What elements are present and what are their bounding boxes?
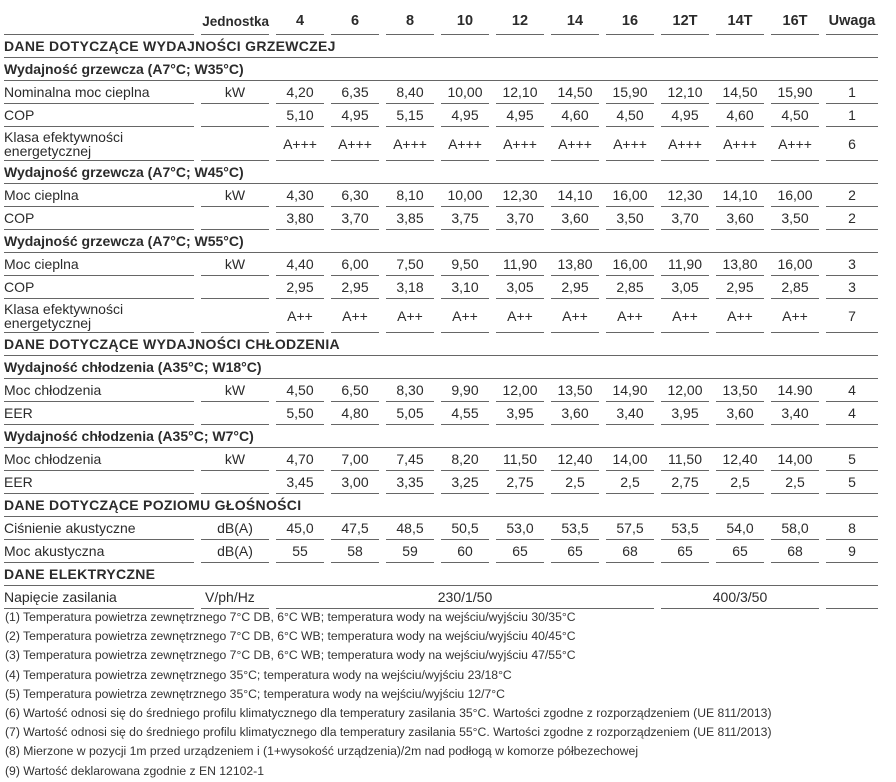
value-cell: 2,5 xyxy=(551,471,599,494)
unit-header: Jednostka xyxy=(201,8,269,35)
value-cell: 11,50 xyxy=(496,448,544,471)
value-cell: 12,30 xyxy=(661,184,709,207)
value-cell: 3,85 xyxy=(386,207,434,230)
value-cell: 4,50 xyxy=(771,104,819,127)
value-cell: A++ xyxy=(661,299,709,333)
note-cell: 4 xyxy=(826,379,878,402)
value-cell: 3,05 xyxy=(661,276,709,299)
note-cell: 1 xyxy=(826,81,878,104)
note-cell: 2 xyxy=(826,184,878,207)
model-header: 12T xyxy=(661,8,709,35)
footnote: (1) Temperatura powietrza zewnętrznego 7°C DB, 6°C WB; temperatura wody na wejściu/wyjściu 30/35°C xyxy=(5,610,576,624)
note-cell: 8 xyxy=(826,517,878,540)
value-cell: 4,55 xyxy=(441,402,489,425)
table-row xyxy=(4,276,878,299)
value-cell: 3,18 xyxy=(386,276,434,299)
row-label: COP xyxy=(4,207,194,230)
model-header: 14 xyxy=(551,8,599,35)
note-header: Uwaga xyxy=(826,8,878,35)
group-header-title: Wydajność chłodzenia (A35°C; W7°C) xyxy=(4,425,878,448)
table-row xyxy=(4,448,878,471)
value-cell: 3,40 xyxy=(606,402,654,425)
model-header: 12 xyxy=(496,8,544,35)
note-cell: 7 xyxy=(826,299,878,333)
three-phase-value: 400/3/50 xyxy=(661,586,819,609)
value-cell: 3,40 xyxy=(771,402,819,425)
note-cell: 1 xyxy=(826,104,878,127)
value-cell: 2,95 xyxy=(331,276,379,299)
value-cell: 8,30 xyxy=(386,379,434,402)
value-cell: A+++ xyxy=(771,127,819,161)
value-cell: 3,60 xyxy=(716,207,764,230)
model-header: 16 xyxy=(606,8,654,35)
value-cell: 2,85 xyxy=(771,276,819,299)
value-cell: 11,90 xyxy=(661,253,709,276)
value-cell: 3,45 xyxy=(276,471,324,494)
value-cell: 12,40 xyxy=(551,448,599,471)
value-cell: 3,10 xyxy=(441,276,489,299)
value-cell: 3,70 xyxy=(661,207,709,230)
note-cell: 3 xyxy=(826,253,878,276)
value-cell: A+++ xyxy=(551,127,599,161)
value-cell: A++ xyxy=(331,299,379,333)
table-row xyxy=(4,207,878,230)
value-cell: 13,50 xyxy=(551,379,599,402)
value-cell: 4,95 xyxy=(441,104,489,127)
value-cell: 4,40 xyxy=(276,253,324,276)
value-cell: 12,40 xyxy=(716,448,764,471)
row-unit: dB(A) xyxy=(201,517,269,540)
row-unit: kW xyxy=(201,81,269,104)
group-header xyxy=(4,58,878,81)
value-cell: 45,0 xyxy=(276,517,324,540)
row-unit: dB(A) xyxy=(201,540,269,563)
value-cell: 10,00 xyxy=(441,184,489,207)
value-cell: 14,00 xyxy=(606,448,654,471)
row-unit xyxy=(201,207,269,230)
value-cell: A++ xyxy=(386,299,434,333)
note-cell: 3 xyxy=(826,276,878,299)
value-cell: 6,50 xyxy=(331,379,379,402)
table-row xyxy=(4,379,878,402)
value-cell: 14.90 xyxy=(771,379,819,402)
value-cell: 6,00 xyxy=(331,253,379,276)
value-cell: 4,60 xyxy=(551,104,599,127)
table-row xyxy=(4,253,878,276)
value-cell: 55 xyxy=(276,540,324,563)
value-cell: 2,75 xyxy=(496,471,544,494)
row-label: Moc cieplna xyxy=(4,253,194,276)
value-cell: 14,50 xyxy=(551,81,599,104)
value-cell: 3,75 xyxy=(441,207,489,230)
value-cell: 58 xyxy=(331,540,379,563)
value-cell: 2,5 xyxy=(771,471,819,494)
note-cell: 6 xyxy=(826,127,878,161)
value-cell: 2,95 xyxy=(716,276,764,299)
value-cell: 5,15 xyxy=(386,104,434,127)
value-cell: 7,00 xyxy=(331,448,379,471)
section-header-title: DANE ELEKTRYCZNE xyxy=(4,563,878,586)
value-cell: 14,90 xyxy=(606,379,654,402)
value-cell: A+++ xyxy=(661,127,709,161)
value-cell: 47,5 xyxy=(331,517,379,540)
note-cell: 4 xyxy=(826,402,878,425)
model-header: 10 xyxy=(441,8,489,35)
value-cell: 50,5 xyxy=(441,517,489,540)
note-cell: 5 xyxy=(826,448,878,471)
value-cell: 58,0 xyxy=(771,517,819,540)
value-cell: A++ xyxy=(276,299,324,333)
group-header-title: Wydajność grzewcza (A7°C; W55°C) xyxy=(4,230,878,253)
value-cell: 15,90 xyxy=(771,81,819,104)
value-cell: 16,00 xyxy=(771,184,819,207)
group-header xyxy=(4,425,878,448)
table-row xyxy=(4,81,878,104)
value-cell: 68 xyxy=(771,540,819,563)
table-row xyxy=(4,471,878,494)
note-cell: 9 xyxy=(826,540,878,563)
value-cell: A+++ xyxy=(386,127,434,161)
row-label: COP xyxy=(4,104,194,127)
row-label: Ciśnienie akustyczne xyxy=(4,517,194,540)
value-cell: A+++ xyxy=(606,127,654,161)
row-label: Moc cieplna xyxy=(4,184,194,207)
value-cell: 14,00 xyxy=(771,448,819,471)
value-cell: 3,05 xyxy=(496,276,544,299)
value-cell: 14,50 xyxy=(716,81,764,104)
value-cell: 2,5 xyxy=(606,471,654,494)
model-header: 14T xyxy=(716,8,764,35)
value-cell: 2,95 xyxy=(276,276,324,299)
value-cell: 60 xyxy=(441,540,489,563)
row-label: Klasa efektywności energetycznej xyxy=(4,299,194,333)
value-cell: 8,10 xyxy=(386,184,434,207)
group-header-title: Wydajność grzewcza (A7°C; W35°C) xyxy=(4,58,878,81)
value-cell: 53,0 xyxy=(496,517,544,540)
value-cell: 5,05 xyxy=(386,402,434,425)
value-cell: A++ xyxy=(441,299,489,333)
row-unit: kW xyxy=(201,184,269,207)
note-cell: 2 xyxy=(826,207,878,230)
value-cell: 5,50 xyxy=(276,402,324,425)
section-header-title: DANE DOTYCZĄCE WYDAJNOŚCI GRZEWCZEJ xyxy=(4,35,878,58)
footnote: (3) Temperatura powietrza zewnętrznego 7°C DB, 6°C WB; temperatura wody na wejściu/wyjściu 47/55°C xyxy=(5,648,576,663)
value-cell: 8,20 xyxy=(441,448,489,471)
value-cell: 5,10 xyxy=(276,104,324,127)
value-cell: 3,95 xyxy=(661,402,709,425)
row-label: Moc akustyczna xyxy=(4,540,194,563)
row-unit xyxy=(201,402,269,425)
value-cell: A+++ xyxy=(441,127,489,161)
value-cell: 2,75 xyxy=(661,471,709,494)
section-header-title: DANE DOTYCZĄCE POZIOMU GŁOŚNOŚCI xyxy=(4,494,878,517)
value-cell: 3,35 xyxy=(386,471,434,494)
value-cell: 53,5 xyxy=(551,517,599,540)
spec-table xyxy=(0,8,885,609)
value-cell: 12,30 xyxy=(496,184,544,207)
row-unit: kW xyxy=(201,379,269,402)
footnote: (6) Wartość odnosi się do średniego profilu klimatycznego dla temperatury zasilania 35°C. Wartości zgodne z rozporządzeniem (UE 811/2013) xyxy=(5,706,772,721)
row-label: COP xyxy=(4,276,194,299)
value-cell: 4,80 xyxy=(331,402,379,425)
value-cell: 13,80 xyxy=(551,253,599,276)
model-header: 4 xyxy=(276,8,324,35)
value-cell: A+++ xyxy=(496,127,544,161)
value-cell: 16,00 xyxy=(606,184,654,207)
footnote: (5) Temperatura powietrza zewnętrznego 35°C; temperatura wody na wejściu/wyjściu 12/7°C xyxy=(5,686,505,701)
value-cell: 48,5 xyxy=(386,517,434,540)
value-cell: 57,5 xyxy=(606,517,654,540)
single-phase-value: 230/1/50 xyxy=(276,586,654,609)
footnote: (8) Mierzone w pozycji 1m przed urządzeniem i (1+wysokość urządzenia)/2m nad podłogą w komorze półbezechowej xyxy=(5,744,639,759)
section-header xyxy=(4,333,878,356)
value-cell: 11,90 xyxy=(496,253,544,276)
value-cell: 4,50 xyxy=(276,379,324,402)
value-cell: 4,20 xyxy=(276,81,324,104)
value-cell: 13,80 xyxy=(716,253,764,276)
value-cell: 14,10 xyxy=(716,184,764,207)
row-label: EER xyxy=(4,471,194,494)
group-header xyxy=(4,356,878,379)
footnotes xyxy=(5,608,772,781)
value-cell: A+++ xyxy=(331,127,379,161)
value-cell: 16,00 xyxy=(771,253,819,276)
row-label: Napięcie zasilania xyxy=(4,586,194,609)
table-row xyxy=(4,299,878,333)
value-cell: A+++ xyxy=(276,127,324,161)
row-unit xyxy=(201,104,269,127)
value-cell: A++ xyxy=(771,299,819,333)
row-label: Moc chłodzenia xyxy=(4,379,194,402)
value-cell: 4,50 xyxy=(606,104,654,127)
value-cell: 7,50 xyxy=(386,253,434,276)
row-unit xyxy=(201,127,269,161)
value-cell: 4,95 xyxy=(496,104,544,127)
footnote: (9) Wartość deklarowana zgodnie z EN 12102-1 xyxy=(5,763,265,778)
value-cell: 12,10 xyxy=(496,81,544,104)
value-cell: 15,90 xyxy=(606,81,654,104)
table-row xyxy=(4,517,878,540)
row-label: Klasa efektywności energetycznej xyxy=(4,127,194,161)
value-cell: A++ xyxy=(551,299,599,333)
group-header xyxy=(4,161,878,184)
value-cell: 3,95 xyxy=(496,402,544,425)
row-label: Moc chłodzenia xyxy=(4,448,194,471)
model-header: 16T xyxy=(771,8,819,35)
value-cell: 3,25 xyxy=(441,471,489,494)
value-cell: 12,00 xyxy=(496,379,544,402)
row-unit: kW xyxy=(201,253,269,276)
section-header xyxy=(4,494,878,517)
value-cell: 3,50 xyxy=(606,207,654,230)
value-cell: 4,30 xyxy=(276,184,324,207)
value-cell: 3,60 xyxy=(551,402,599,425)
value-cell: 3,00 xyxy=(331,471,379,494)
value-cell: 65 xyxy=(496,540,544,563)
value-cell: 54,0 xyxy=(716,517,764,540)
footnote: (4) Temperatura powietrza zewnętrznego 35°C; temperatura wody na wejściu/wyjściu 23/18°C xyxy=(5,667,512,682)
group-header-title: Wydajność grzewcza (A7°C; W45°C) xyxy=(4,161,878,184)
row-unit xyxy=(201,471,269,494)
value-cell: 65 xyxy=(551,540,599,563)
footnote: (7) Wartość odnosi się do średniego profilu klimatycznego dla temperatury zasilania 55°C. Wartości zgodne z rozporządzeniem (UE 811/2013) xyxy=(5,725,772,740)
value-cell: 12,00 xyxy=(661,379,709,402)
table-row xyxy=(4,540,878,563)
value-cell: 12,10 xyxy=(661,81,709,104)
row-unit: V/ph/Hz xyxy=(201,586,269,609)
value-cell: 4,95 xyxy=(661,104,709,127)
value-cell: 3,70 xyxy=(331,207,379,230)
value-cell: 3,50 xyxy=(771,207,819,230)
value-cell: 9,50 xyxy=(441,253,489,276)
value-cell: 53,5 xyxy=(661,517,709,540)
section-header-title: DANE DOTYCZĄCE WYDAJNOŚCI CHŁODZENIA xyxy=(4,333,878,356)
value-cell: 2,85 xyxy=(606,276,654,299)
model-header: 6 xyxy=(331,8,379,35)
row-unit xyxy=(201,299,269,333)
table-row xyxy=(4,184,878,207)
value-cell: 3,80 xyxy=(276,207,324,230)
value-cell: 4,60 xyxy=(716,104,764,127)
value-cell: A++ xyxy=(606,299,654,333)
header-row xyxy=(4,8,878,35)
value-cell: 13,50 xyxy=(716,379,764,402)
value-cell: 2,5 xyxy=(716,471,764,494)
value-cell: 11,50 xyxy=(661,448,709,471)
table-row xyxy=(4,402,878,425)
value-cell: 10,00 xyxy=(441,81,489,104)
note-cell: 5 xyxy=(826,471,878,494)
footnote: (2) Temperatura powietrza zewnętrznego 7°C DB, 6°C WB; temperatura wody na wejściu/wyjściu 40/45°C xyxy=(5,629,576,644)
value-cell: 8,40 xyxy=(386,81,434,104)
value-cell: 3,60 xyxy=(716,402,764,425)
value-cell: 9,90 xyxy=(441,379,489,402)
group-header xyxy=(4,230,878,253)
value-cell: 7,45 xyxy=(386,448,434,471)
row-label: EER xyxy=(4,402,194,425)
group-header-title: Wydajność chłodzenia (A35°C; W18°C) xyxy=(4,356,878,379)
value-cell: 4,70 xyxy=(276,448,324,471)
value-cell: 4,95 xyxy=(331,104,379,127)
table-row xyxy=(4,586,878,609)
row-unit xyxy=(201,276,269,299)
value-cell: 6,35 xyxy=(331,81,379,104)
section-header xyxy=(4,35,878,58)
table-row xyxy=(4,127,878,161)
value-cell: 3,60 xyxy=(551,207,599,230)
value-cell: 3,70 xyxy=(496,207,544,230)
value-cell: 65 xyxy=(716,540,764,563)
value-cell: 16,00 xyxy=(606,253,654,276)
value-cell: 14,10 xyxy=(551,184,599,207)
value-cell: A++ xyxy=(496,299,544,333)
value-cell: 65 xyxy=(661,540,709,563)
value-cell: 68 xyxy=(606,540,654,563)
row-unit: kW xyxy=(201,448,269,471)
note-cell xyxy=(826,586,878,609)
table-row xyxy=(4,104,878,127)
value-cell: 59 xyxy=(386,540,434,563)
value-cell: A+++ xyxy=(716,127,764,161)
value-cell: 6,30 xyxy=(331,184,379,207)
section-header xyxy=(4,563,878,586)
value-cell: 2,95 xyxy=(551,276,599,299)
model-header: 8 xyxy=(386,8,434,35)
value-cell: A++ xyxy=(716,299,764,333)
row-label: Nominalna moc cieplna xyxy=(4,81,194,104)
